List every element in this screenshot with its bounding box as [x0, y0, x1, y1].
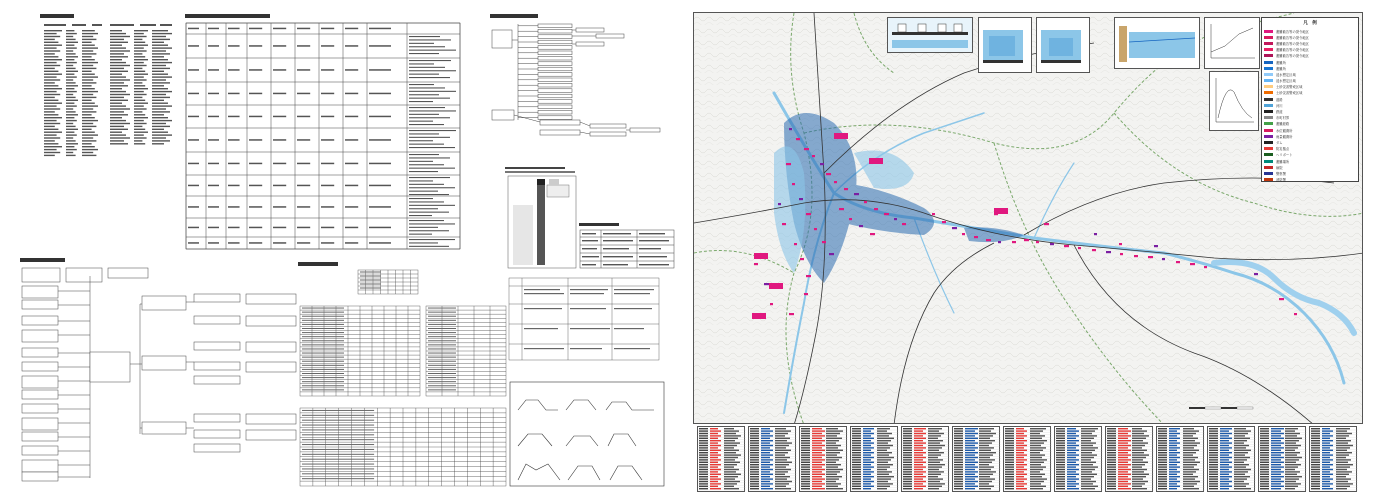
- section-evacuation-diagram: [505, 165, 675, 270]
- legend-label: 防災拠点: [1276, 147, 1290, 152]
- evacuation-marker[interactable]: [859, 225, 863, 227]
- legend-items: [1262, 28, 1358, 183]
- legend-label: 土砂災害警戒区域: [1276, 91, 1303, 96]
- area-label-marker[interactable]: [994, 208, 1008, 214]
- evacuation-marker[interactable]: [1190, 263, 1195, 265]
- evacuation-marker[interactable]: [814, 228, 817, 230]
- contact-list-text-block: [40, 20, 175, 160]
- data-table-column: [901, 426, 949, 492]
- legend-swatch: [1264, 85, 1273, 88]
- legend-label: 鉄道: [1276, 110, 1283, 115]
- area-label-marker[interactable]: [754, 253, 768, 259]
- evacuation-marker[interactable]: [1050, 243, 1054, 245]
- data-table-column: [1309, 426, 1357, 492]
- evacuation-marker[interactable]: [806, 275, 811, 277]
- legend-swatch: [1264, 160, 1273, 163]
- legend-swatch: [1264, 61, 1273, 64]
- legend-swatch: [1264, 166, 1273, 169]
- data-table-graphic: [1208, 427, 1256, 491]
- data-table-graphic: [851, 427, 899, 491]
- section-data-tables: [298, 262, 508, 487]
- legend-label: 土砂災害警戒区域: [1276, 85, 1303, 90]
- evacuation-marker[interactable]: [844, 188, 848, 190]
- evacuation-marker[interactable]: [804, 148, 809, 150]
- legend-label: 浸水想定区域: [1276, 72, 1296, 77]
- data-table-column: [799, 426, 847, 492]
- evacuation-marker[interactable]: [884, 213, 889, 215]
- legend-swatch: [1264, 73, 1273, 76]
- evacuation-marker[interactable]: [1119, 243, 1122, 245]
- data-tables: [298, 268, 508, 488]
- evacuation-marker[interactable]: [1078, 247, 1081, 249]
- evacuation-marker[interactable]: [1092, 249, 1096, 251]
- legend-swatch: [1264, 129, 1273, 132]
- evacuation-marker[interactable]: [974, 236, 978, 238]
- legend-title: 凡 例: [1303, 21, 1317, 26]
- diagram-caption-mark-2: [505, 171, 575, 173]
- evacuation-marker[interactable]: [1064, 245, 1069, 247]
- legend-item: [1262, 177, 1358, 183]
- evacuation-marker[interactable]: [849, 218, 852, 220]
- evacuation-marker[interactable]: [894, 218, 897, 220]
- data-table-graphic: [1055, 427, 1103, 491]
- data-table-column: [1258, 426, 1306, 492]
- station-diagram-graphic: [888, 18, 972, 52]
- data-table-graphic: [749, 427, 797, 491]
- evacuation-marker[interactable]: [1204, 266, 1207, 268]
- evacuation-marker[interactable]: [1012, 241, 1016, 243]
- evacuation-marker[interactable]: [1120, 253, 1123, 255]
- evacuation-marker[interactable]: [796, 138, 800, 140]
- area-label-marker[interactable]: [834, 133, 848, 139]
- legend-swatch: [1264, 91, 1273, 94]
- evacuation-marker[interactable]: [1176, 261, 1180, 263]
- evacuation-marker[interactable]: [829, 253, 834, 255]
- legend-swatch: [1264, 79, 1273, 82]
- legend-label: 避難勧告等の発令地区: [1276, 35, 1309, 40]
- road-table-title-mark: [579, 223, 619, 226]
- legend-label: 雨量観測所: [1276, 134, 1293, 139]
- section-3-title-mark: [20, 258, 65, 262]
- evacuation-marker[interactable]: [870, 233, 875, 235]
- legend-swatch: [1264, 110, 1273, 113]
- data-table-graphic: [902, 427, 950, 491]
- evacuation-marker[interactable]: [834, 181, 837, 183]
- legend-swatch: [1264, 48, 1273, 51]
- legend-label: 病院: [1276, 165, 1283, 170]
- legend-label: 避難所: [1276, 66, 1286, 71]
- evacuation-marker[interactable]: [770, 303, 773, 305]
- scale-bar-graphic: [1187, 403, 1257, 413]
- evacuation-data-tables: [693, 424, 1363, 496]
- legend-label: 避難所: [1276, 60, 1286, 65]
- evacuation-marker[interactable]: [806, 213, 811, 215]
- inset-cross-section-1: [978, 17, 1032, 73]
- legend-swatch: [1264, 104, 1273, 107]
- legend-swatch: [1264, 153, 1273, 156]
- legend-label: 避難勧告等の発令地区: [1276, 41, 1309, 46]
- area-label-marker[interactable]: [752, 313, 766, 319]
- legend-swatch: [1264, 135, 1273, 138]
- data-table-graphic: [1004, 427, 1052, 491]
- evacuation-marker[interactable]: [778, 203, 781, 205]
- evacuation-marker[interactable]: [864, 201, 867, 203]
- legend-label: 避難場所: [1276, 159, 1290, 164]
- evacuation-marker[interactable]: [998, 241, 1001, 243]
- section-4-title-mark: [490, 14, 538, 18]
- evacuation-marker[interactable]: [794, 243, 797, 245]
- hydrograph-graphic: [1210, 72, 1258, 130]
- data-table-graphic: [1157, 427, 1205, 491]
- evacuation-marker[interactable]: [1094, 233, 1097, 235]
- water-level-table-grid: [185, 22, 461, 250]
- legend-label: 浸水想定区域: [1276, 79, 1296, 84]
- evacuation-marker[interactable]: [804, 293, 808, 295]
- legend-label: ヘリポート: [1276, 153, 1293, 158]
- evacuation-marker[interactable]: [839, 208, 844, 210]
- legend-label: 警察署: [1276, 171, 1286, 176]
- legend-label: 河川: [1276, 103, 1283, 108]
- evacuation-marker[interactable]: [1106, 251, 1111, 253]
- legend-label: 消防署: [1276, 178, 1286, 183]
- data-table-graphic: [698, 427, 746, 491]
- evacuation-marker[interactable]: [1154, 245, 1158, 247]
- legend-swatch: [1264, 147, 1273, 150]
- area-label-marker[interactable]: [869, 158, 883, 164]
- legend-swatch: [1264, 122, 1273, 125]
- evacuation-marker[interactable]: [1036, 241, 1039, 243]
- legend-swatch: [1264, 172, 1273, 175]
- inset-graph: [1204, 17, 1260, 69]
- evacuation-marker[interactable]: [1279, 298, 1284, 300]
- evacuation-marker[interactable]: [792, 183, 795, 185]
- data-table-column: [748, 426, 796, 492]
- legend-label: 避難経路: [1276, 122, 1290, 127]
- data-table-column: [1054, 426, 1102, 492]
- legend-swatch: [1264, 36, 1273, 39]
- cross-section-1-graphic: [979, 18, 1031, 72]
- evacuation-marker[interactable]: [812, 155, 815, 157]
- org-chart-diagram: [20, 264, 300, 484]
- evacuation-marker[interactable]: [1162, 258, 1165, 260]
- evacuation-marker[interactable]: [754, 263, 758, 265]
- evacuation-marker[interactable]: [902, 223, 906, 225]
- diagram-caption-mark: [505, 167, 565, 169]
- legend-swatch: [1264, 30, 1273, 33]
- evacuation-marker[interactable]: [1134, 255, 1138, 257]
- flood-chart-graphic: [1115, 18, 1199, 68]
- legend-label: 避難勧告等の発令地区: [1276, 48, 1309, 53]
- evacuation-marker[interactable]: [800, 258, 804, 260]
- data-table-column: [1156, 426, 1204, 492]
- evacuation-marker[interactable]: [822, 241, 826, 243]
- section-charts: [508, 270, 668, 492]
- evacuation-marker[interactable]: [764, 283, 769, 285]
- section-water-level-table: [185, 14, 461, 249]
- evacuation-marker[interactable]: [1024, 239, 1029, 241]
- inset-hydrograph: [1209, 71, 1259, 131]
- graph-graphic: [1205, 18, 1259, 68]
- data-table-graphic: [1259, 427, 1307, 491]
- data-table-column: [697, 426, 745, 492]
- inset-scale-bar: [1187, 403, 1257, 413]
- legend-swatch: [1264, 54, 1273, 57]
- comparison-table: [508, 274, 668, 364]
- legend-swatch: [1264, 116, 1273, 119]
- legend-swatch: [1264, 98, 1273, 101]
- inset-station-diagram: [887, 17, 973, 53]
- section-org-chart: [20, 258, 300, 483]
- evacuation-marker[interactable]: [942, 221, 946, 223]
- legend-label: 水位観測所: [1276, 128, 1293, 133]
- road-table: [579, 229, 675, 269]
- legend-swatch: [1264, 178, 1273, 181]
- cross-section-2-graphic: [1037, 18, 1089, 72]
- section-1-title-mark: [40, 14, 74, 18]
- flowchart-diagram: [490, 20, 670, 165]
- data-table-graphic: [1310, 427, 1358, 491]
- legend-label: 道路: [1276, 97, 1283, 102]
- evacuation-marker[interactable]: [789, 128, 792, 130]
- data-table-column: [1105, 426, 1153, 492]
- map-legend: [1261, 17, 1359, 182]
- legend-swatch: [1264, 67, 1273, 70]
- data-table-graphic: [800, 427, 848, 491]
- evacuation-marker[interactable]: [952, 227, 957, 229]
- legend-label: ダム: [1276, 140, 1283, 145]
- evacuation-marker[interactable]: [986, 239, 991, 241]
- section-2-title-mark: [185, 14, 270, 18]
- section-contact-list: [40, 14, 175, 159]
- legend-label: 避難勧告等の発令地区: [1276, 29, 1309, 34]
- evacuation-marker[interactable]: [789, 313, 794, 315]
- data-table-column: [850, 426, 898, 492]
- evacuation-marker[interactable]: [1148, 256, 1153, 258]
- evacuation-marker[interactable]: [786, 163, 791, 165]
- evacuation-marker[interactable]: [820, 163, 824, 165]
- area-label-marker[interactable]: [769, 283, 783, 289]
- evacuation-marker[interactable]: [826, 173, 831, 175]
- evacuation-marker[interactable]: [854, 193, 859, 195]
- profile-sketches: [508, 380, 668, 490]
- evacuation-marker[interactable]: [932, 213, 935, 215]
- legend-label: 避難勧告等の発令地区: [1276, 54, 1309, 59]
- data-table-column: [1207, 426, 1255, 492]
- evacuation-marker[interactable]: [874, 208, 878, 210]
- evacuation-marker[interactable]: [1254, 273, 1258, 275]
- inset-flood-chart: [1114, 17, 1200, 69]
- section-5-title-mark: [298, 262, 338, 266]
- section-flowchart-top: [490, 14, 670, 164]
- inset-cross-section-2: [1036, 17, 1090, 73]
- legend-swatch: [1264, 42, 1273, 45]
- legend-swatch: [1264, 141, 1273, 144]
- evacuation-marker[interactable]: [1294, 313, 1297, 315]
- legend-label: 市町村界: [1276, 116, 1290, 121]
- data-table-graphic: [953, 427, 1001, 491]
- data-table-graphic: [1106, 427, 1154, 491]
- building-cross-section: [507, 175, 577, 270]
- evacuation-marker[interactable]: [782, 223, 786, 225]
- data-table-column: [1003, 426, 1051, 492]
- evacuation-marker[interactable]: [962, 233, 965, 235]
- evacuation-marker[interactable]: [1044, 223, 1049, 225]
- data-table-column: [952, 426, 1000, 492]
- evacuation-marker[interactable]: [799, 198, 803, 200]
